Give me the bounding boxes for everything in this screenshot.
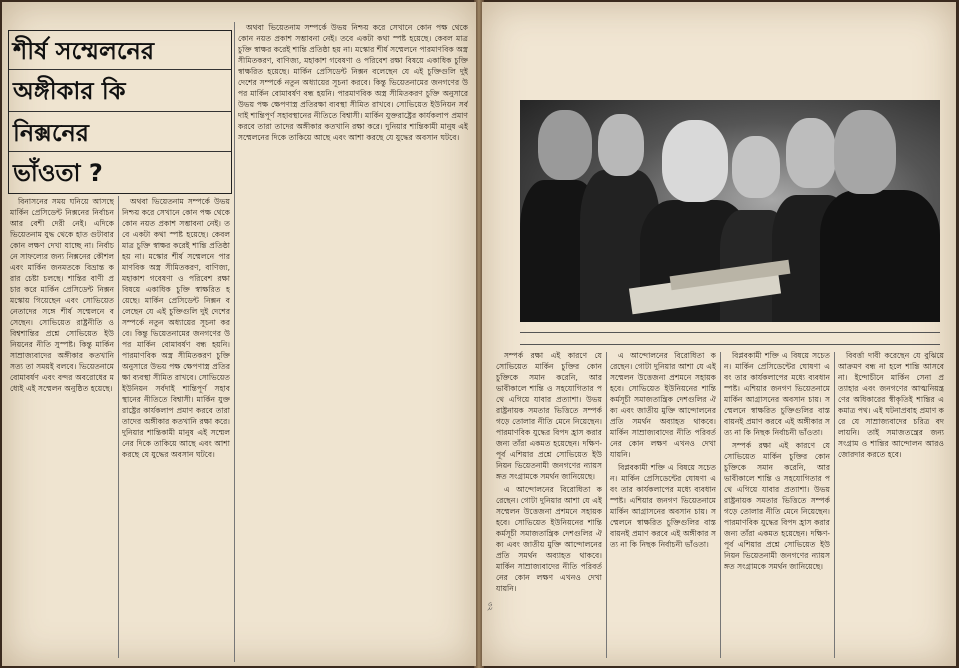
- left-page: [2, 2, 476, 666]
- article-text: সম্পর্ক রক্ষা এই কারণে যে সোভিয়েত মার্কিন চুক্তির কোন চুক্তিকে সমান করেনি, আর ভাবীকালে শান্তি ও সহযোগিতার পথে এগিয়ে যাবার প্রত্যাশা। উভয় রাষ্ট্রনায়ক সমতার ভিত্তিতে সম্পর্ক গড়ে তোলার নীতি মেনে নিয়েছেন। পারমাণবিক যুদ্ধের বিপদ হ্রাস করার জন্য তাঁরা একমত হয়েছেন। দক্ষিণ-পূর্ব এশিয়ার প্রশ্নে সোভিয়েত ইউনিয়ন ভিয়েতনামী জনগণের ন্যায়সঙ্গত সংগ্রামকে সমর্থন জানিয়েছে।: [496, 351, 602, 481]
- article-column-7: [838, 350, 944, 662]
- column-divider: [720, 352, 721, 658]
- headline-line-1: শীর্ষ সম্মেলনের: [13, 37, 155, 65]
- article-column-4: [496, 350, 602, 662]
- article-text: বিপ্লবকামী শক্তি এ বিষয়ে সচেতন। মার্কিন প্রেসিডেন্টের ঘোষণা এবং তার কার্যকলাপের মধ্যে ব্যবধান স্পষ্ট। এশিয়ার জনগণ ভিয়েতনামে মার্কিন আগ্রাসনের অবসান চায়। সম্মেলনে স্বাক্ষরিত চুক্তিগুলির বাস্তবায়নই প্রমাণ করবে এই অঙ্গীকার সত্য না কি নিছক নির্বাচনী ভাঁওতা।: [610, 463, 716, 549]
- headline-rule: [9, 69, 231, 70]
- article-column-1: [10, 196, 114, 662]
- article-text: বিপ্লবকামী শক্তি এ বিষয়ে সচেতন। মার্কিন প্রেসিডেন্টের ঘোষণা এবং তার কার্যকলাপের মধ্যে ব্যবধান স্পষ্ট। এশিয়ার জনগণ ভিয়েতনামে মার্কিন আগ্রাসনের অবসান চায়। সম্মেলনে স্বাক্ষরিত চুক্তিগুলির বাস্তবায়নই প্রমাণ করবে এই অঙ্গীকার সত্য না কি নিছক নির্বাচনী ভাঁওতা।: [724, 351, 830, 437]
- headline-line-2: অঙ্গীকার কি: [13, 77, 126, 105]
- page-number: ৩২: [486, 602, 494, 612]
- right-page: [482, 2, 956, 666]
- article-text: এ আন্দোলনের বিরোধিতা করেছেন। গোটা দুনিয়ার আশা যে এই সম্মেলন উত্তেজনা প্রশমনে সহায়ক হবে। সোভিয়েত ইউনিয়নের শান্তি কর্মসূচী সমাজতান্ত্রিক দেশগুলির ঐক্য এবং জাতীয় মুক্তি আন্দোলনের প্রতি সমর্থন অব্যাহত থাকবে। মার্কিন সাম্রাজ্যবাদের নীতি পরিবর্তনের কোন লক্ষণ এখনও দেখা যায়নি।: [610, 351, 716, 459]
- article-column-2: [122, 196, 230, 662]
- article-text: সম্পর্ক রক্ষা এই কারণে যে সোভিয়েত মার্কিন চুক্তির কোন চুক্তিকে সমান করেনি, আর ভাবীকালে শান্তি ও সহযোগিতার পথে এগিয়ে যাবার প্রত্যাশা। উভয় রাষ্ট্রনায়ক সমতার ভিত্তিতে সম্পর্ক গড়ে তোলার নীতি মেনে নিয়েছেন। পারমাণবিক যুদ্ধের বিপদ হ্রাস করার জন্য তাঁরা একমত হয়েছেন। দক্ষিণ-পূর্ব এশিয়ার প্রশ্নে সোভিয়েত ইউনিয়ন ভিয়েতনামী জনগণের ন্যায়সঙ্গত সংগ্রামকে সমর্থন জানিয়েছে।: [724, 441, 830, 571]
- article-text: বিনাসনের সময় ঘনিয়ে আসছে মার্কিন প্রেসিডেন্ট নিক্সনের নির্বাচন আর বেশী দেরী নেই। এদিকে ভিয়েতনাম যুদ্ধ থেকে হাত গুটাবার কোন লক্ষণ দেখা যাচ্ছে না। নির্বাচনে সাফল্যের জন্য নিক্সনের কৌশল এবং মার্কিন জনমতকে বিভ্রান্ত করার চেষ্টা চলছে। শান্তির বাণী প্রচার করে মার্কিন প্রেসিডেন্ট নিক্সন মস্কোয় গিয়েছেন এবং সোভিয়েত নেতাদের সঙ্গে শীর্ষ সম্মেলনে বসেছেন। সোভিয়েত রাষ্ট্রনীতি ও বিশ্বশান্তির প্রশ্নে সোভিয়েত ইউনিয়নের নীতি সুস্পষ্ট। কিন্তু মার্কিন সাম্রাজ্যবাদের অঙ্গীকার কতখানি সত্য তা সময়ই বলবে। ভিয়েতনামে বোমাবর্ষণ এবং বন্দর অবরোধের মধ্যেই এই সম্মেলন অনুষ্ঠিত হয়েছে।: [10, 197, 114, 393]
- column-divider: [606, 352, 607, 658]
- column-divider: [118, 196, 119, 658]
- article-text: অথবা ভিয়েতনাম সম্পর্কে উভয় নিশ্চয় করে সেখানে কোন পক্ষ থেকে কোন নয়ত প্রকাশ সম্ভাবনা নেই। তবে একটা কথা স্পষ্ট হয়েছে। কেবল মাত্র চুক্তি স্বাক্ষর করেই শান্তি প্রতিষ্ঠা হয় না। মস্কোর শীর্ষ সম্মেলনে পারমাণবিক অস্ত্র সীমিতকরণ, বাণিজ্য, মহাকাশ গবেষণা ও পরিবেশ রক্ষা বিষয়ে একাধিক চুক্তি স্বাক্ষরিত হয়েছে। মার্কিন প্রেসিডেন্ট নিক্সন বলেছেন যে এই চুক্তিগুলি দুই দেশের সম্পর্কে নতুন অধ্যায়ের সূচনা করবে। কিন্তু ভিয়েতনামের জনগণের উপর মার্কিন বোমাবর্ষণ বন্ধ হয়নি। পারমাণবিক অস্ত্র সীমিতকরণ চুক্তি অনুসারে উভয় পক্ষ ক্ষেপণাস্ত্র প্রতিরক্ষা ব্যবস্থা সীমিত রাখবে। সোভিয়েত ইউনিয়ন সর্বদাই শান্তিপূর্ণ সহাবস্থানের নীতিতে বিশ্বাসী। মার্কিন যুক্তরাষ্ট্রের কার্যকলাপ প্রমাণ করবে তারা তাদের অঙ্গীকার কতখানি রক্ষা করে। দুনিয়ার শান্তিকামী মানুষ এই সম্মেলনের দিকে তাকিয়ে আছে এবং আশা করছে যে যুদ্ধের অবসান ঘটবে।: [238, 23, 468, 142]
- article-text: অথবা ভিয়েতনাম সম্পর্কে উভয় নিশ্চয় করে সেখানে কোন পক্ষ থেকে কোন নয়ত প্রকাশ সম্ভাবনা নেই। তবে একটা কথা স্পষ্ট হয়েছে। কেবল মাত্র চুক্তি স্বাক্ষর করেই শান্তি প্রতিষ্ঠা হয় না। মস্কোর শীর্ষ সম্মেলনে পারমাণবিক অস্ত্র সীমিতকরণ, বাণিজ্য, মহাকাশ গবেষণা ও পরিবেশ রক্ষা বিষয়ে একাধিক চুক্তি স্বাক্ষরিত হয়েছে। মার্কিন প্রেসিডেন্ট নিক্সন বলেছেন যে এই চুক্তিগুলি দুই দেশের সম্পর্কে নতুন অধ্যায়ের সূচনা করবে। কিন্তু ভিয়েতনামের জনগণের উপর মার্কিন বোমাবর্ষণ বন্ধ হয়নি। পারমাণবিক অস্ত্র সীমিতকরণ চুক্তি অনুসারে উভয় পক্ষ ক্ষেপণাস্ত্র প্রতিরক্ষা ব্যবস্থা সীমিত রাখবে। সোভিয়েত ইউনিয়ন সর্বদাই শান্তিপূর্ণ সহাবস্থানের নীতিতে বিশ্বাসী। মার্কিন যুক্তরাষ্ট্রের কার্যকলাপ প্রমাণ করবে তারা তাদের অঙ্গীকার কতখানি রক্ষা করে। দুনিয়ার শান্তিকামী মানুষ এই সম্মেলনের দিকে তাকিয়ে আছে এবং আশা করছে যে যুদ্ধের অবসান ঘটবে।: [122, 197, 230, 459]
- article-column-3: [238, 22, 468, 662]
- headline-line-4: ভাঁওতা ?: [13, 159, 103, 187]
- headline-line-3: নিক্সনের: [13, 119, 89, 147]
- photo-rule: [520, 344, 940, 345]
- headline-rule: [9, 151, 231, 152]
- column-divider: [234, 22, 235, 662]
- summit-photograph: [520, 100, 940, 322]
- headline-rule: [9, 111, 231, 112]
- article-text: বিবর্ত্তা দাবী করেছেন যে বুঝিয়ে আক্রমণ বন্ধ না হলে শান্তি আসবে না। ইন্দোচীনে মার্কিন সেনা প্রত্যাহার এবং জনগণের আত্মনিয়ন্ত্রণের অধিকারের স্বীকৃতিই শান্তির একমাত্র পথ। এই ঘটনাপ্রবাহ প্রমাণ করে যে সাম্রাজ্যবাদের চরিত্র বদলায়নি। তাই সমাজতন্ত্রের জন্য সংগ্রাম ও শান্তির আন্দোলন আরও জোরদার করতে হবে।: [838, 351, 944, 459]
- headline-box: [8, 30, 232, 194]
- photo-rule: [520, 332, 940, 333]
- article-text: এ আন্দোলনের বিরোধিতা করেছেন। গোটা দুনিয়ার আশা যে এই সম্মেলন উত্তেজনা প্রশমনে সহায়ক হবে। সোভিয়েত ইউনিয়নের শান্তি কর্মসূচী সমাজতান্ত্রিক দেশগুলির ঐক্য এবং জাতীয় মুক্তি আন্দোলনের প্রতি সমর্থন অব্যাহত থাকবে। মার্কিন সাম্রাজ্যবাদের নীতি পরিবর্তনের কোন লক্ষণ এখনও দেখা যায়নি।: [496, 485, 602, 593]
- column-divider: [834, 352, 835, 658]
- article-column-6: [724, 350, 830, 662]
- article-column-5: [610, 350, 716, 662]
